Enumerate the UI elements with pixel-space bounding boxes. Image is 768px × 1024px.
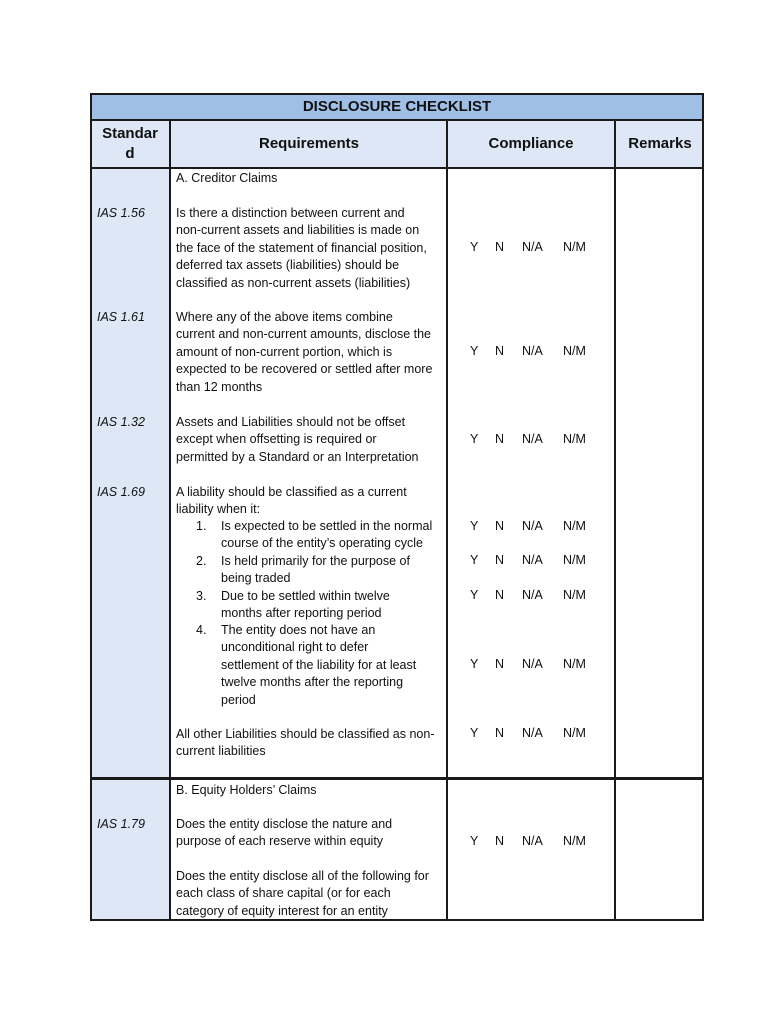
requirement-line: each class of share capital (or for each <box>176 886 391 901</box>
requirement-line: than 12 months <box>176 379 263 394</box>
requirement-line: classified as non-current assets (liabilities) <box>176 275 411 290</box>
section-a-heading: A. Creditor Claims <box>176 171 278 185</box>
requirement-line: liability when it: <box>176 502 261 517</box>
option-n[interactable]: N <box>495 240 505 254</box>
option-nm[interactable]: N/M <box>563 240 586 254</box>
requirement-line: except when offsetting is required or <box>176 432 377 447</box>
requirement-line: A liability should be classified as a current <box>176 485 407 499</box>
requirement-line: non-current assets and liabilities is made on <box>176 223 420 238</box>
option-y[interactable]: Y <box>470 432 479 446</box>
requirement-line: permitted by a Standard or an Interpretation <box>176 449 419 464</box>
option-y[interactable]: Y <box>470 553 479 567</box>
subitem-number: 2. <box>196 554 207 568</box>
option-na[interactable]: N/A <box>522 657 543 671</box>
header-standard-label: Standard <box>102 125 158 162</box>
requirement-line: expected to be recovered or settled after more <box>176 362 433 377</box>
option-y[interactable]: Y <box>470 726 479 740</box>
requirement-line: purpose of each reserve within equity <box>176 834 384 849</box>
subitem-number: 3. <box>196 589 207 603</box>
standard-ref: IAS 1.32 <box>97 415 145 429</box>
subitem-line: months after reporting period <box>221 606 382 621</box>
option-na[interactable]: N/A <box>522 240 543 254</box>
table-title: DISCLOSURE CHECKLIST <box>90 93 704 121</box>
option-n[interactable]: N <box>495 519 505 533</box>
standard-ref: IAS 1.69 <box>97 485 145 499</box>
option-na[interactable]: N/A <box>522 834 543 848</box>
subitem-line: Due to be settled within twelve <box>221 589 390 603</box>
standard-ref: IAS 1.79 <box>97 817 145 831</box>
option-na[interactable]: N/A <box>522 519 543 533</box>
option-nm[interactable]: N/M <box>563 657 586 671</box>
option-nm[interactable]: N/M <box>563 553 586 567</box>
option-n[interactable]: N <box>495 344 505 358</box>
requirement-line: Does the entity disclose all of the following for <box>176 869 429 883</box>
requirement-line: category of equity interest for an entity <box>176 903 388 918</box>
option-y[interactable]: Y <box>470 657 479 671</box>
table-border <box>90 93 704 921</box>
requirement-line: Is there a distinction between current and <box>176 206 405 220</box>
section-b-heading: B. Equity Holders’ Claims <box>176 783 317 797</box>
subitem-line: unconditional right to defer <box>221 640 369 655</box>
option-nm[interactable]: N/M <box>563 726 586 740</box>
subitem-line: Is expected to be settled in the normal <box>221 519 433 533</box>
option-n[interactable]: N <box>495 726 505 740</box>
subitem-line: period <box>221 692 256 707</box>
standard-ref: IAS 1.56 <box>97 206 145 220</box>
requirement-line: current and non-current amounts, disclose the <box>176 327 431 342</box>
option-na[interactable]: N/A <box>522 344 543 358</box>
requirement-line: Assets and Liabilities should not be offset <box>176 415 406 429</box>
subitem-line: Is held primarily for the purpose of <box>221 554 410 568</box>
option-y[interactable]: Y <box>470 344 479 358</box>
option-nm[interactable]: N/M <box>563 834 586 848</box>
subitem-line: The entity does not have an <box>221 623 376 637</box>
option-y[interactable]: Y <box>470 834 479 848</box>
option-nm[interactable]: N/M <box>563 432 586 446</box>
subitem-line: settlement of the liability for at least <box>221 657 417 672</box>
option-na[interactable]: N/A <box>522 726 543 740</box>
option-n[interactable]: N <box>495 657 505 671</box>
subitem-line: course of the entity’s operating cycle <box>221 536 423 551</box>
subitem-line: being traded <box>221 571 291 586</box>
option-nm[interactable]: N/M <box>563 519 586 533</box>
option-y[interactable]: Y <box>470 240 479 254</box>
subitem-line: twelve months after the reporting <box>221 675 404 690</box>
requirement-line: deferred tax assets (liabilities) should be <box>176 258 400 273</box>
option-nm[interactable]: N/M <box>563 588 586 602</box>
header-requirements: Requirements <box>258 135 360 152</box>
option-n[interactable]: N <box>495 588 505 602</box>
option-n[interactable]: N <box>495 834 505 848</box>
header-compliance: Compliance <box>488 135 574 152</box>
option-na[interactable]: N/A <box>522 553 543 567</box>
subitem-number: 1. <box>196 519 207 533</box>
requirement-line: current liabilities <box>176 744 266 759</box>
option-na[interactable]: N/A <box>522 588 543 602</box>
requirement-line: amount of non-current portion, which is <box>176 344 393 359</box>
disclosure-checklist-table <box>90 93 704 921</box>
requirement-line: Does the entity disclose the nature and <box>176 817 393 831</box>
requirement-line: Where any of the above items combine <box>176 310 393 324</box>
option-y[interactable]: Y <box>470 519 479 533</box>
subitem-number: 4. <box>196 623 207 637</box>
requirement-line: All other Liabilities should be classified as non- <box>176 727 435 741</box>
header-remarks: Remarks <box>628 135 692 152</box>
requirement-line: the face of the statement of financial position, <box>176 240 427 255</box>
option-nm[interactable]: N/M <box>563 344 586 358</box>
option-y[interactable]: Y <box>470 588 479 602</box>
option-n[interactable]: N <box>495 553 505 567</box>
standard-ref: IAS 1.61 <box>97 310 145 324</box>
option-n[interactable]: N <box>495 432 505 446</box>
option-na[interactable]: N/A <box>522 432 543 446</box>
